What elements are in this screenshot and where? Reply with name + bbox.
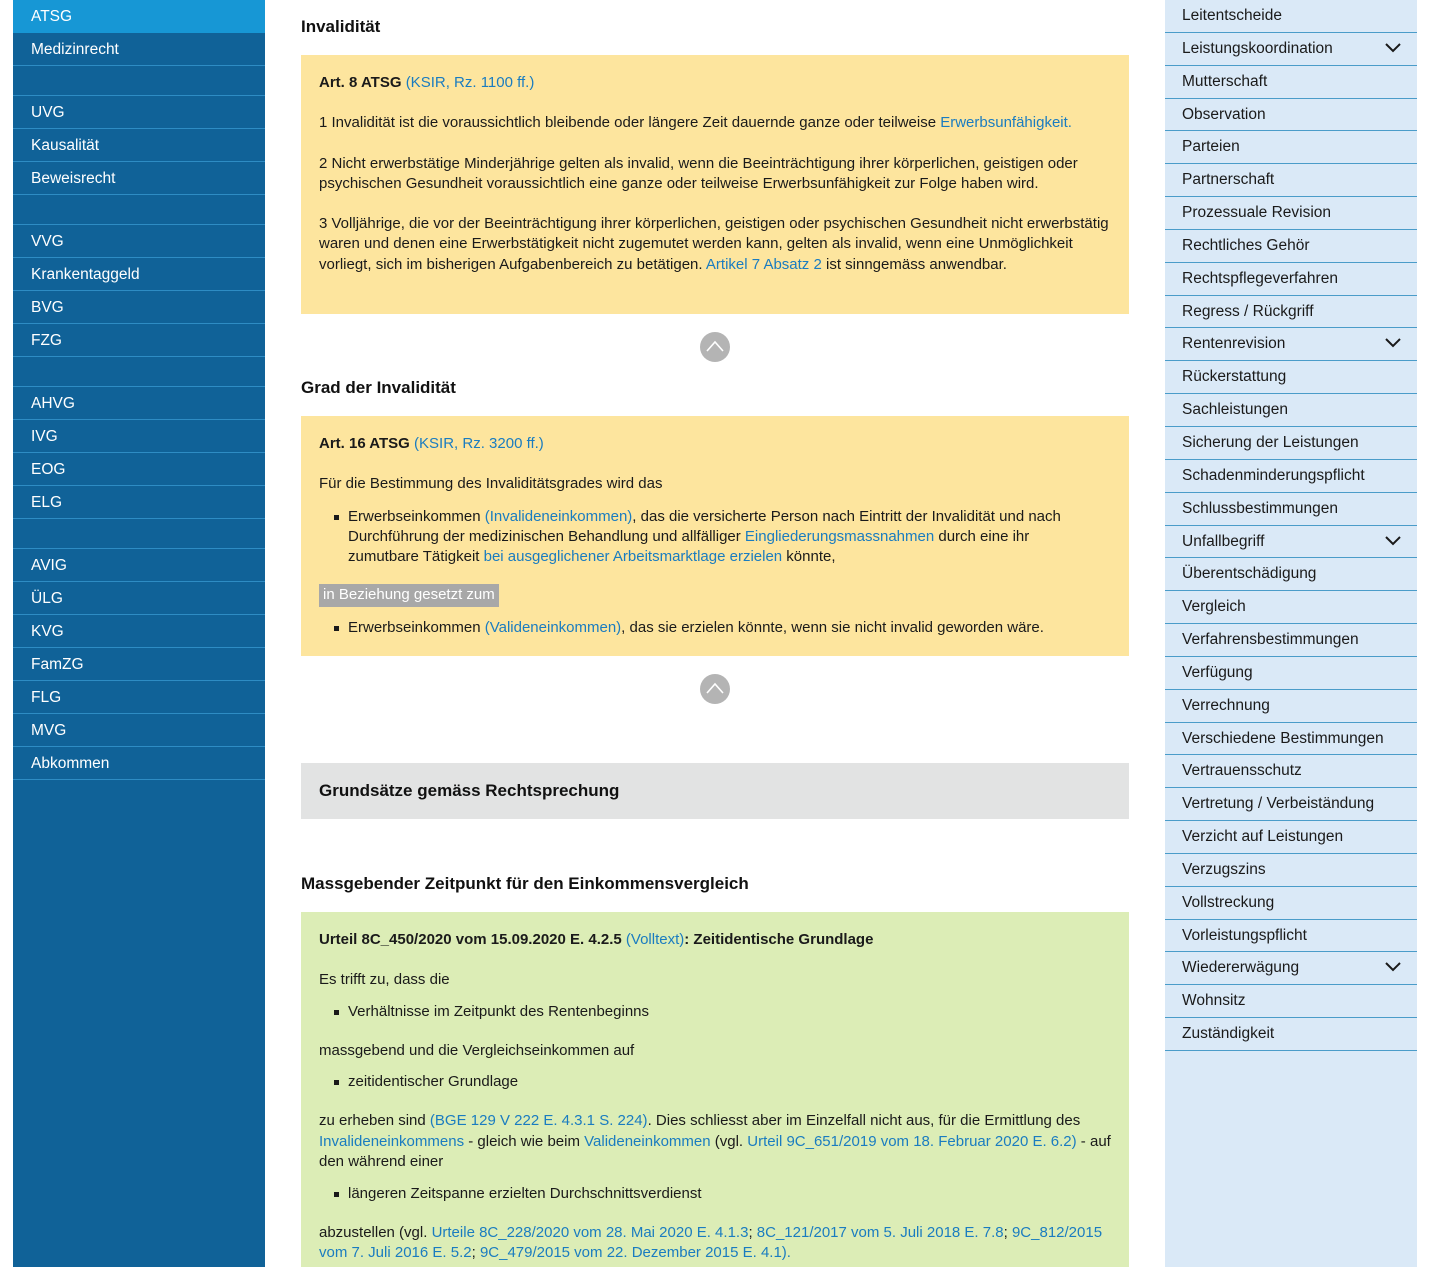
paragraph-2: 2 Nicht erwerbstätige Minderjährige gelten als invalid, wenn die Beeinträchtigung ihrer körperlichen, geistigen oder psychischen Gesundheit voraussichtlich eine ganze oder teilweise Erwerbsunfähigkeit zur Folge haben wird. xyxy=(319,154,1078,192)
topic-item-leitentscheide[interactable] xyxy=(1165,0,1417,33)
topic-item-sicherung-der-leistungen[interactable] xyxy=(1165,427,1417,460)
topic-item-label: Observation xyxy=(1182,105,1266,123)
sidebar-item-famzg[interactable]: FamZG xyxy=(13,648,265,681)
bge-link[interactable]: (BGE 129 V 222 E. 4.3.1 S. 224) xyxy=(429,1112,648,1130)
arbeitsmarktlage-link[interactable]: bei ausgeglichener Arbeitsmarktlage erzielen xyxy=(483,548,783,566)
topic-item-ueberentschaedigung[interactable] xyxy=(1165,558,1417,591)
urteile-8c-228-link[interactable]: Urteile 8C_228/2020 vom 28. Mai 2020 E. 4.1.3 xyxy=(431,1223,749,1241)
sidebar-item-fzg[interactable]: FZG xyxy=(13,324,265,357)
eingliederungsmassnahmen-link[interactable]: Eingliederungsmassnahmen xyxy=(744,527,935,545)
article-box-art8 xyxy=(301,55,1129,314)
topic-item-verrechnung[interactable] xyxy=(1165,690,1417,723)
list-item: Erwerbseinkommen (Invalideneinkommen), das die versicherte Person nach Eintritt der Invalidität und nach Durchführung der medizinischen Behandlung und allfälliger Eingliederungsmassnahmen durch eine ihr zumutbare Tätigkeit bei ausgeglichener Arbeitsmarktlage erzielen könnte, xyxy=(319,507,1111,568)
topic-item-label: Vertrauensschutz xyxy=(1182,762,1302,780)
topic-item-label: Sicherung der Leistungen xyxy=(1182,433,1359,451)
topic-item-parteien[interactable] xyxy=(1165,131,1417,164)
sidebar-item-eog[interactable]: EOG xyxy=(13,453,265,486)
section-title-zeitpunkt: Massgebender Zeitpunkt für den Einkommensvergleich xyxy=(301,874,749,893)
topic-item-zustaendigkeit[interactable] xyxy=(1165,1018,1417,1051)
bullet-list xyxy=(319,1072,1111,1092)
valideneinkommen-link[interactable]: Valideneinkommen xyxy=(584,1132,711,1150)
judgment-heading: Urteil 8C_450/2020 vom 15.09.2020 E. 4.2.5 (Volltext): Zeitidentische Grundlage xyxy=(319,931,874,948)
topic-item-label: Schadenminderungspflicht xyxy=(1182,466,1365,484)
sidebar-item-elg[interactable]: ELG xyxy=(13,486,265,519)
topic-item-label: Verrechnung xyxy=(1182,696,1270,714)
topic-item-label: Vollstreckung xyxy=(1182,893,1275,911)
sidebar-item-beweisrecht[interactable]: Beweisrecht xyxy=(13,162,265,195)
topic-item-label: Rechtliches Gehör xyxy=(1182,236,1310,254)
sidebar-item-atsg[interactable]: ATSG xyxy=(13,0,265,33)
topic-item-label: Vorleistungspflicht xyxy=(1182,926,1307,944)
topic-item-vollstreckung[interactable] xyxy=(1165,887,1417,920)
topic-item-label: Rückerstattung xyxy=(1182,368,1287,386)
ksir-link[interactable]: (KSIR, Rz. 3200 ff.) xyxy=(414,435,544,452)
topic-item-label: Unfallbegriff xyxy=(1182,532,1265,550)
topic-item-label: Sachleistungen xyxy=(1182,401,1288,419)
topic-item-rueckerstattung[interactable] xyxy=(1165,361,1417,394)
valideneinkommen-link[interactable]: (Valideneinkommen) xyxy=(484,618,622,636)
sidebar-item-krankentaggeld[interactable]: Krankentaggeld xyxy=(13,258,265,291)
sidebar-item-medizinrecht[interactable]: Medizinrecht xyxy=(13,33,265,66)
topic-item-label: Wiedererwägung xyxy=(1182,959,1300,977)
volltext-link[interactable]: (Volltext) xyxy=(625,931,685,948)
paragraph-3: 3 Volljährige, die vor der Beeinträchtigung ihrer körperlichen, geistigen oder psychischen Gesundheit nicht erwerbstätig waren und denen eine Erwerbstätigkeit nicht zugemutet werden kann, gelten als invalid, wenn eine Unmöglichkeit vorliegt, sich im bisherigen Aufgabenbereich zu betätigen. Artikel 7 Absatz 2 ist sinngemäss anwendbar. xyxy=(319,215,1109,273)
invalideneinkommen-link[interactable]: (Invalideneinkommen) xyxy=(484,507,633,525)
highlighted-text: in Beziehung gesetzt zum xyxy=(319,584,499,606)
topic-item-label: Parteien xyxy=(1182,138,1240,156)
topic-item-verzugszins[interactable] xyxy=(1165,854,1417,887)
list-item: zeitidentischer Grundlage xyxy=(319,1072,1111,1092)
paragraph: massgebend und die Vergleichseinkommen auf xyxy=(319,1041,635,1059)
list-item: Verhältnisse im Zeitpunkt des Rentenbeginns xyxy=(319,1002,1111,1022)
chevron-down-icon[interactable] xyxy=(1385,336,1401,350)
topic-item-regress-rueckgriff[interactable] xyxy=(1165,296,1417,329)
invalideneinkommens-link[interactable]: Invalideneinkommens xyxy=(319,1132,465,1150)
topic-item-sachleistungen[interactable] xyxy=(1165,394,1417,427)
topic-item-schadenminderungspflicht[interactable] xyxy=(1165,460,1417,493)
section-title-grad: Grad der Invalidität xyxy=(301,378,456,397)
list-item: längeren Zeitspanne erzielten Durchschnittsverdienst xyxy=(319,1184,1111,1204)
topic-item-label: Verschiedene Bestimmungen xyxy=(1182,729,1384,747)
scroll-to-top-button[interactable] xyxy=(700,332,730,362)
sidebar-item-kvg[interactable]: KVG xyxy=(13,615,265,648)
sidebar-item-ahvg[interactable]: AHVG xyxy=(13,387,265,420)
sidebar-item-abkommen[interactable]: Abkommen xyxy=(13,747,265,780)
sidebar-item-uelg[interactable]: ÜLG xyxy=(13,582,265,615)
topic-item-vertretung-verbeistaendung[interactable] xyxy=(1165,788,1417,821)
topic-item-unfallbegriff[interactable] xyxy=(1165,526,1417,559)
right-sidebar xyxy=(1165,0,1417,1267)
topic-item-label: Zuständigkeit xyxy=(1182,1025,1275,1043)
bullet-list xyxy=(319,618,1111,638)
topic-item-label: Verzugszins xyxy=(1182,860,1266,878)
sidebar-item-uvg[interactable]: UVG xyxy=(13,96,265,129)
paragraph: Es trifft zu, dass die xyxy=(319,971,450,989)
topic-item-label: Regress / Rückgriff xyxy=(1182,302,1314,320)
topic-item-wiedererwaegung[interactable] xyxy=(1165,952,1417,985)
chevron-down-icon[interactable] xyxy=(1385,534,1401,548)
scroll-to-top-button[interactable] xyxy=(700,674,730,704)
topic-item-rentenrevision[interactable] xyxy=(1165,328,1417,361)
section-banner-grundsaetze: Grundsätze gemäss Rechtsprechung xyxy=(301,763,1129,819)
sidebar-item-ivg[interactable]: IVG xyxy=(13,420,265,453)
topic-item-mutterschaft[interactable] xyxy=(1165,66,1417,99)
topic-item-partnerschaft[interactable] xyxy=(1165,164,1417,197)
left-sidebar xyxy=(13,0,265,1267)
sidebar-item-avig[interactable]: AVIG xyxy=(13,549,265,582)
topic-item-label: Leitentscheide xyxy=(1182,7,1282,24)
topic-item-label: Verfahrensbestimmungen xyxy=(1182,631,1359,649)
topic-item-rechtspflegeverfahren[interactable] xyxy=(1165,263,1417,296)
bullet-list xyxy=(319,1002,1111,1022)
topic-item-label: Mutterschaft xyxy=(1182,72,1268,90)
article-label: Art. 16 ATSG xyxy=(319,435,410,452)
sidebar-item-mvg[interactable]: MVG xyxy=(13,714,265,747)
sidebar-item-flg[interactable]: FLG xyxy=(13,681,265,714)
topic-item-verfahrensbestimmungen[interactable] xyxy=(1165,624,1417,657)
topic-item-verzicht-auf-leistungen[interactable] xyxy=(1165,821,1417,854)
topic-item-label: Schlussbestimmungen xyxy=(1182,499,1338,517)
topic-item-label: Verzicht auf Leistungen xyxy=(1182,828,1344,846)
highlight-row xyxy=(319,584,1111,606)
sidebar-item-kausalitaet[interactable]: Kausalität xyxy=(13,129,265,162)
article-label: Art. 8 ATSG xyxy=(319,74,402,91)
topic-item-verfuegung[interactable] xyxy=(1165,657,1417,690)
topic-item-label: Vertretung / Verbeiständung xyxy=(1182,795,1375,813)
chevron-up-icon xyxy=(706,340,724,352)
erwerbsunfaehigkeit-link[interactable]: Erwerbsunfähigkeit. xyxy=(940,114,1072,132)
topic-item-vergleich[interactable] xyxy=(1165,591,1417,624)
topic-item-label: Vergleich xyxy=(1182,598,1246,616)
topic-item-label: Partnerschaft xyxy=(1182,171,1275,189)
sidebar-item-bvg[interactable]: BVG xyxy=(13,291,265,324)
chevron-down-icon[interactable] xyxy=(1385,41,1401,55)
chevron-down-icon[interactable] xyxy=(1385,960,1401,974)
urteil-9c-651-link[interactable]: Urteil 9C_651/2019 vom 18. Februar 2020 E. 6.2) xyxy=(747,1132,1077,1150)
topic-item-prozessuale-revision[interactable] xyxy=(1165,197,1417,230)
sidebar-spacer xyxy=(13,357,265,387)
bullet-list xyxy=(319,507,1111,568)
topic-item-schlussbestimmungen[interactable] xyxy=(1165,493,1417,526)
topic-item-label: Rechtspflegeverfahren xyxy=(1182,269,1338,287)
topic-item-label: Verfügung xyxy=(1182,663,1253,681)
judgment-box xyxy=(301,912,1129,1267)
urteil-8c-121-link[interactable]: 8C_121/2017 vom 5. Juli 2018 E. 7.8 xyxy=(756,1223,1004,1241)
section-title-invaliditaet: Invalidität xyxy=(301,17,381,36)
topic-item-observation[interactable] xyxy=(1165,99,1417,132)
article-heading xyxy=(319,434,1111,454)
sidebar-spacer xyxy=(13,519,265,549)
topic-item-label: Prozessuale Revision xyxy=(1182,204,1332,222)
topic-item-label: Leistungskoordination xyxy=(1182,39,1333,57)
urteil-9c-479-link[interactable]: 9C_479/2015 vom 22. Dezember 2015 E. 4.1). xyxy=(479,1243,791,1261)
sidebar-item-vvg[interactable]: VVG xyxy=(13,225,265,258)
article-box-art16 xyxy=(301,416,1129,656)
paragraph: zu erheben sind (BGE 129 V 222 E. 4.3.1 S. 224). Dies schliesst aber im Einzelfall nicht aus, für die Ermittlung des Invalideneinkommens - gleich wie beim Valideneinkommen (vgl. Urteil 9C_651/2019 vom 18. Februar 2020 E. 6.2) - auf den während einer xyxy=(319,1112,1111,1171)
artikel-7-link[interactable]: Artikel 7 Absatz 2 xyxy=(705,255,822,273)
topic-item-leistungskoordination[interactable] xyxy=(1165,33,1417,66)
chevron-up-icon xyxy=(706,682,724,694)
ksir-link[interactable]: (KSIR, Rz. 1100 ff.) xyxy=(405,74,535,91)
paragraph-1: 1 Invalidität ist die voraussichtlich bleibende oder längere Zeit dauernde ganze oder teilweise Erwerbsunfähigkeit. xyxy=(319,114,1072,132)
article-heading xyxy=(319,73,1111,93)
urteil-9c-812-link[interactable]: 9C_812/2015 vom 7. Juli 2016 E. 5.2 xyxy=(319,1223,1103,1261)
intro-text: Für die Bestimmung des Invaliditätsgrades wird das xyxy=(319,475,663,493)
topic-item-vertrauensschutz[interactable] xyxy=(1165,755,1417,788)
topic-item-label: Rentenrevision xyxy=(1182,335,1286,353)
topic-item-vorleistungspflicht[interactable] xyxy=(1165,920,1417,953)
topic-item-wohnsitz[interactable] xyxy=(1165,985,1417,1018)
topic-item-rechtliches-gehoer[interactable] xyxy=(1165,230,1417,263)
sidebar-spacer xyxy=(13,66,265,96)
topic-item-label: Wohnsitz xyxy=(1182,992,1246,1010)
topic-item-label: Überentschädigung xyxy=(1182,565,1317,583)
paragraph: abzustellen (vgl. Urteile 8C_228/2020 vom 28. Mai 2020 E. 4.1.3; 8C_121/2017 vom 5. Juli 2018 E. 7.8; 9C_812/2015 vom 7. Juli 2016 E. 5.2; 9C_479/2015 vom 22. Dezember 2015 E. 4.1). xyxy=(319,1223,1103,1261)
sidebar-spacer xyxy=(13,195,265,225)
topic-item-verschiedene-bestimmungen[interactable] xyxy=(1165,723,1417,756)
bullet-list xyxy=(319,1184,1111,1204)
list-item: Erwerbseinkommen (Valideneinkommen), das sie erzielen könnte, wenn sie nicht invalid geworden wäre. xyxy=(319,618,1111,638)
